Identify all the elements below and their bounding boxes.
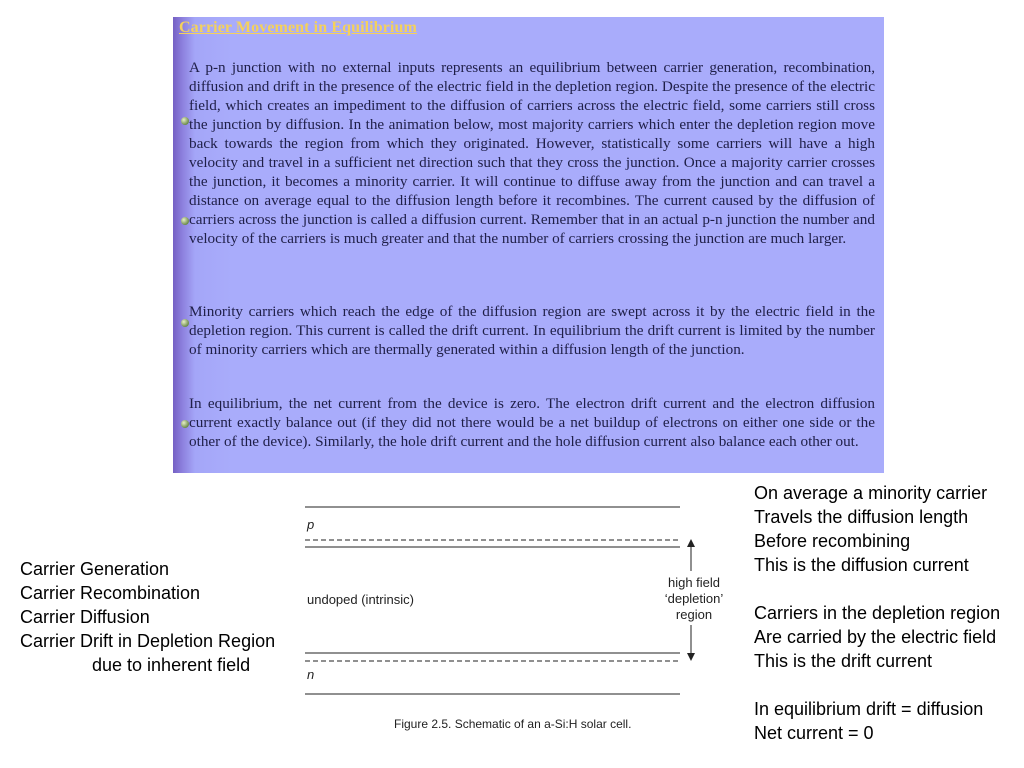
arrow-down-icon [687,653,695,661]
arrow-up-icon [687,539,695,547]
note-line: Carrier Drift in Depletion Region [20,631,276,651]
p-layer-label: p [307,517,315,532]
text-panel [173,17,884,473]
figure-caption: Figure 2.5. Schematic of an a-Si:H solar cell. [394,717,632,731]
note-line: This is the drift current [754,651,933,671]
note-line: Before recombining [754,531,911,551]
note-line: Carrier Diffusion [20,607,150,627]
field-label-line: region [675,607,713,622]
left-notes [20,557,275,677]
note-line: Carrier Recombination [20,583,201,603]
n-layer-label: n [307,667,315,682]
intrinsic-layer-label: undoped (intrinsic) [307,592,414,607]
field-label-line: ‘depletion’ [664,591,724,606]
bullet-icon [181,420,189,428]
note-line: Carrier Generation [20,559,170,579]
note-spacer [754,577,1024,601]
bullet-icon [181,319,189,327]
note-line: Carriers in the depletion region [754,603,1001,623]
field-label-line: high field [667,575,721,590]
bullet-icon [181,217,189,225]
bullet-icon [181,117,189,125]
note-line: On average a minority carrier [754,483,988,503]
paragraph-drift: Minority carriers which reach the edge of the diffusion region are swept across it by the electric field in the depletion region. This current is called the drift current. In equilibrium the drift current is limited by the number of minority carriers which are thermally generated within a diffusion length of the junction. [189,303,875,358]
paragraph-net-current: In equilibrium, the net current from the device is zero. The electron drift current and the electron diffusion current exactly balance out (if they did not there would be a net buildup of electrons on either one side or the other of the device). Similarly, the hole drift current and the hole diffusion current also balance each other out. [189,395,875,450]
note-line: Are carried by the electric field [754,627,997,647]
solar-cell-schematic [300,495,724,740]
note-line: In equilibrium drift = diffusion [754,699,984,719]
paragraph-equilibrium: A p-n junction with no external inputs represents an equilibrium between carrier generation, recombination, diffusion and drift in the presence of the electric field in the depletion region. Despite the presence of the electric field, which creates an impediment to the diffusion of carriers across the electric field, some carriers still cross the junction by diffusion. In the animation below, most majority carriers which enter the depletion region move back towards the region from which they originated. However, statistically some carriers will have a high velocity and travel in a sufficient net direction such that they cross the junction. Once a majority carrier crosses the junction, it becomes a minority carrier. It will continue to diffuse away from the junction and can travel a distance on average equal to the diffusion length before it recombines. The current caused by the diffusion of carriers across the junction is called a diffusion current. Remember that in an actual p-n junction the number and velocity of the carriers is much greater and that the number of carriers crossing the junction are much larger. [189,59,875,247]
note-line: This is the diffusion current [754,555,969,575]
right-notes [754,481,1024,745]
depletion-region-label [654,575,734,623]
note-line: due to inherent field [92,655,251,675]
note-spacer [754,673,1024,697]
panel-title-link[interactable]: Carrier Movement in Equilibrium [179,19,417,36]
note-line: Travels the diffusion length [754,507,969,527]
note-line: Net current = 0 [754,723,874,743]
